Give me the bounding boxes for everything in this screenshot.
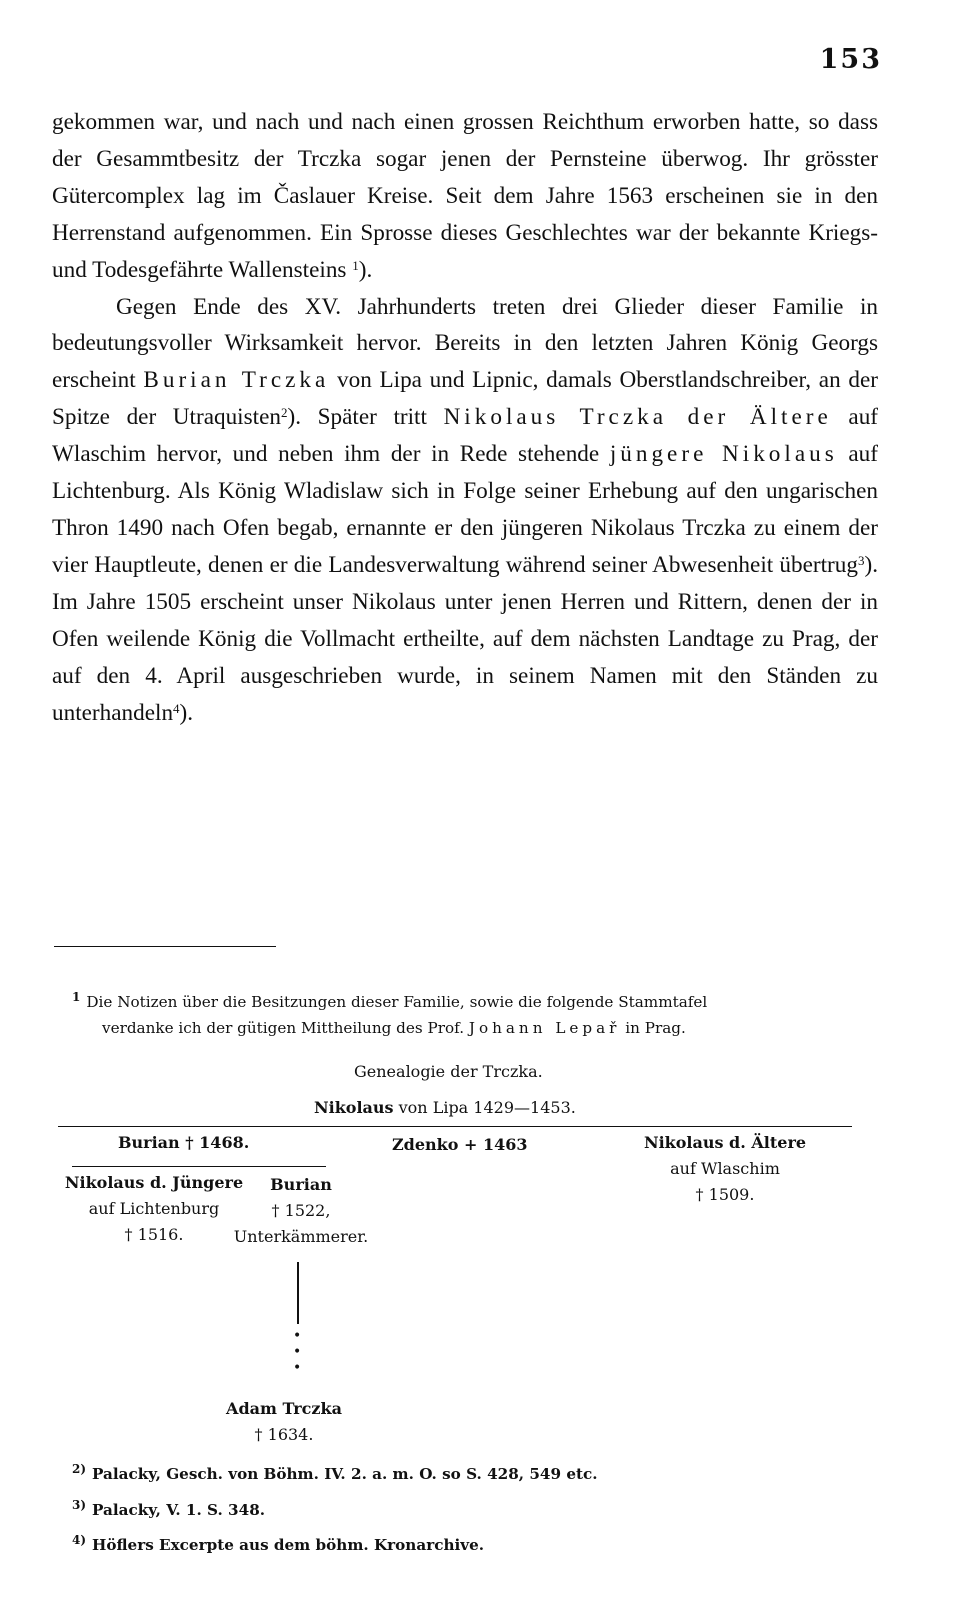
footnote-4: [72, 1527, 902, 1558]
genealogy-nikolaus-elder-place: auf Wlaschim: [670, 1159, 780, 1178]
genealogy-nikolaus-elder-death: † 1509.: [695, 1185, 755, 1204]
text-segment: ).: [358, 256, 373, 283]
footnote-1-line2: [72, 1015, 902, 1041]
genealogy-burian-elder-text: Burian † 1468.: [118, 1133, 250, 1152]
footnote-divider: [54, 946, 276, 947]
body-paragraph: [52, 104, 878, 289]
footnote-ref: 3: [857, 552, 865, 568]
footnote-1-line2-a: verdanke ich der gütigen Mittheilung des Prof.: [102, 1019, 469, 1037]
footnote-3-mark: 3): [72, 1498, 87, 1512]
genealogy-root: [314, 1098, 576, 1117]
page-number: 153: [819, 44, 882, 75]
spaced-name: Burian Trczka: [143, 367, 330, 394]
footnote-3-text: Palacky, V. 1. S. 348.: [92, 1501, 266, 1519]
genealogy-burian-elder: [118, 1130, 249, 1156]
footnote-4-mark: 4): [72, 1533, 87, 1547]
text-segment: auf Wlaschim hervor, und neben ihm der in Rede stehende: [52, 404, 879, 468]
footnote-1-mark: 1: [72, 990, 81, 1004]
body-text: [52, 104, 878, 731]
footnote-ref: 2: [280, 405, 288, 421]
footnote-1-author: Johann Lepař: [468, 1019, 621, 1037]
genealogy-root-name: Nikolaus: [314, 1098, 394, 1117]
genealogy-nikolaus-younger-name: Nikolaus d. Jüngere: [64, 1173, 244, 1192]
footnote-1: [72, 984, 902, 1041]
footnote-2-text: Palacky, Gesch. von Böhm. IV. 2. a. m. O. so S. 428, 549 etc.: [92, 1465, 598, 1483]
text-segment: ). Im Jahre 1505 erscheint unser Nikolaus unter jenen Herren und Rittern, denen der in Ofen weilende König die Vollmacht ertheilte, auf dem nächsten Landtage zu Prag, der auf den 4. April ausgeschrieben wurde, in seinem Namen mit den Ständen zu unterhandeln: [52, 551, 878, 726]
genealogy-burian-younger-office: Unterkämmerer.: [233, 1227, 369, 1246]
body-paragraph: [52, 289, 878, 732]
genealogy-root-rest: von Lipa 1429—1453.: [393, 1098, 576, 1117]
footnote-1-line1: Die Notizen über die Besitzungen dieser Familie, sowie die folgende Stammtafel: [86, 993, 708, 1011]
genealogy-burian-younger-name: Burian: [270, 1175, 332, 1194]
footnote-1-line2-c: in Prag.: [620, 1019, 686, 1037]
spaced-name: jüngere Nikolaus: [609, 441, 838, 468]
text-segment: von Lipa und Lipnic, damals Oberstlandschreiber, an der Spitze der Utraquisten: [52, 367, 878, 431]
genealogy-sub-branch-line: [72, 1166, 326, 1167]
text-segment: Gegen Ende des XV. Jahrhunderts treten drei Glieder dieser Familie in bedeutungsvoller Wirksamkeit hervor. Bereits in den letzten Jahren König Georgs erscheint: [52, 293, 878, 394]
text-segment: auf Lichtenburg. Als König Wladislaw sich in Folge seiner Erhebung auf den ungarischen Thron 1490 nach Ofen begab, ernannte er den jüngeren Nikolaus Trczka zu einem der vier Hauptleute, denen er die Landesverwaltung während seiner Abwesenheit übertrug: [52, 441, 878, 578]
genealogy-nikolaus-younger-place: auf Lichtenburg: [88, 1199, 220, 1218]
text-segment: gekommen war, und nach und nach einen grossen Reichthum erworben hatte, so dass der Gesammtbesitz der Trczka sogar jenen der Pernsteine überwog. Ihr grösster Gütercomplex lag im Časlauer Kreise. Seit dem Jahre 1563 erscheinen sie in den Herrenstand aufgenommen. Ein Sprosse dieses Geschlechtes war der bekannte Kriegs- und Todesgefährte Wallensteins: [52, 109, 878, 283]
genealogy-descent-line: [297, 1262, 299, 1324]
genealogy-nikolaus-younger: [64, 1170, 244, 1248]
genealogy-descent-dots: • • •: [293, 1328, 302, 1376]
text-segment: ). Später tritt: [287, 404, 444, 431]
genealogy-zdenko-text: Zdenko + 1463: [392, 1135, 528, 1154]
genealogy-adam: [214, 1396, 354, 1448]
genealogy-nikolaus-elder-name: Nikolaus d. Ältere: [643, 1133, 807, 1152]
spaced-name: Nikolaus Trczka der Ältere: [443, 404, 832, 431]
genealogy-burian-younger: [226, 1172, 376, 1250]
genealogy-nikolaus-younger-death: † 1516.: [124, 1225, 184, 1244]
footnote-ref: 1: [352, 257, 359, 273]
genealogy-zdenko: [392, 1132, 528, 1158]
genealogy-nikolaus-elder: [640, 1130, 810, 1208]
footnote-4-text: Höflers Excerpte aus dem böhm. Kronarchive.: [92, 1536, 485, 1554]
footnote-3: [72, 1492, 902, 1523]
genealogy-burian-younger-death: † 1522,: [271, 1201, 331, 1220]
genealogy-adam-death: † 1634.: [254, 1425, 314, 1444]
footnote-2-mark: 2): [72, 1462, 87, 1476]
footnote-2: [72, 1456, 902, 1487]
genealogy-title: Genealogie der Trczka.: [354, 1062, 543, 1081]
footnote-ref: 4: [173, 700, 180, 716]
genealogy-adam-name: Adam Trczka: [226, 1399, 342, 1418]
genealogy-branch-line: [58, 1126, 852, 1127]
text-segment: ).: [179, 699, 194, 726]
